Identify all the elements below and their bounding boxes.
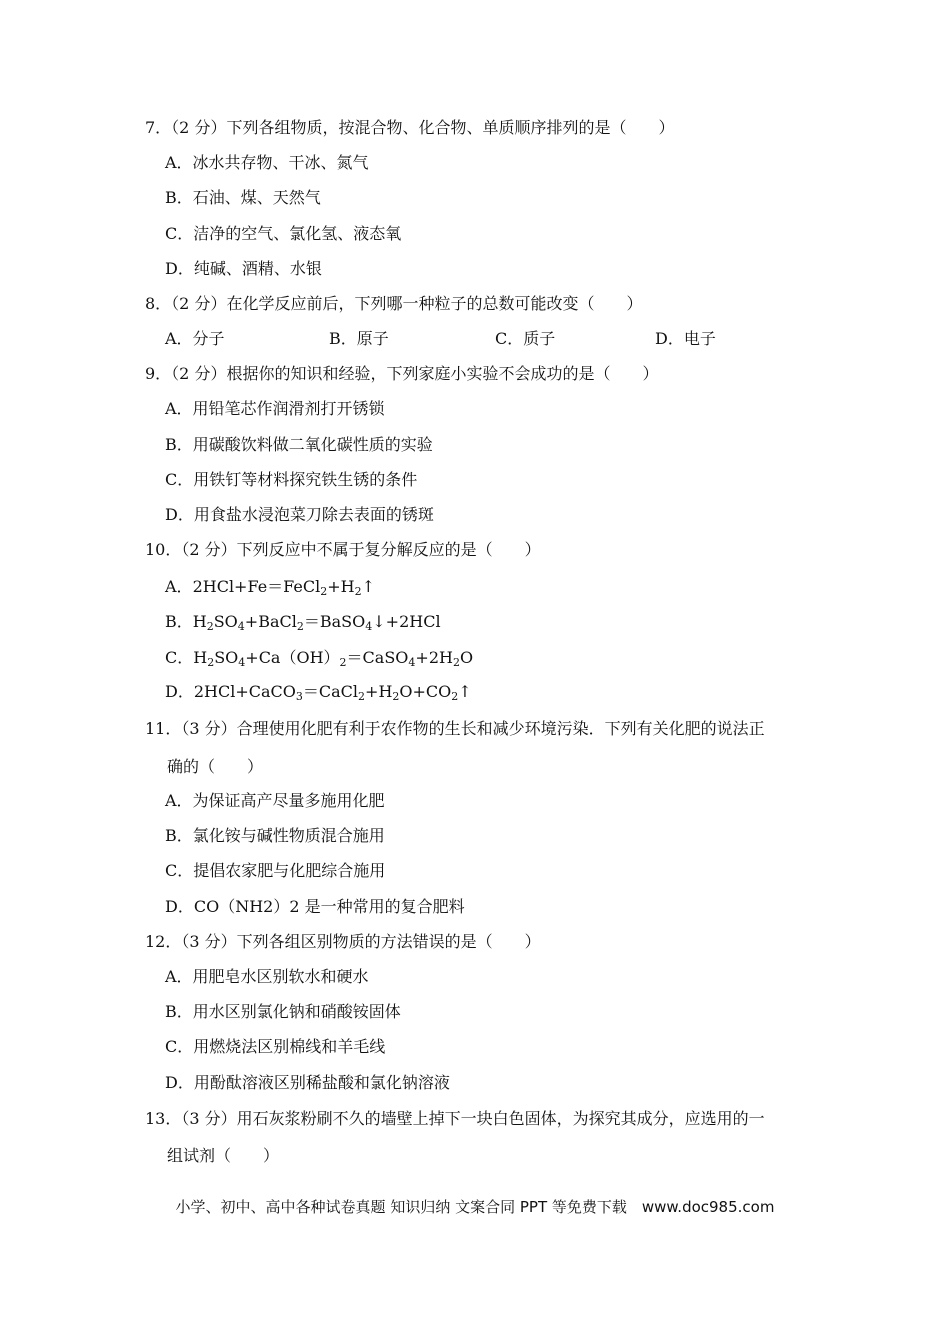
formula-part: 2HCl+CaCO: [193, 682, 296, 701]
question-9-stem: 9．（2 分）根据你的知识和经验，下列家庭小实验不会成功的是（ ）: [145, 364, 659, 383]
question-8-stem: 8．（2 分）在化学反应前后，下列哪一种粒子的总数可能改变（ ）: [145, 294, 643, 313]
question-12-option-c: C．用燃烧法区别棉线和羊毛线: [165, 1037, 386, 1056]
question-10-option-d: [165, 682, 472, 702]
question-13-stem-continued: 组试剂（ ）: [167, 1146, 280, 1165]
subscript: 2: [339, 656, 347, 669]
formula-part: ＝BaSO: [303, 612, 366, 631]
subscript: 2: [358, 690, 366, 703]
question-7-stem: 7．（2 分）下列各组物质，按混合物、化合物、单质顺序排列的是（ ）: [145, 118, 675, 137]
question-12-option-b: B．用水区别氯化钠和硝酸铵固体: [165, 1002, 401, 1021]
subscript: 3: [295, 690, 303, 703]
question-9-option-a: A．用铅笔芯作润滑剂打开锈锁: [165, 399, 385, 418]
page-footer: 小学、初中、高中各种试卷真题 知识归纳 文案合同 PPT 等免费下载 www.doc985.com: [175, 1198, 775, 1216]
subscript: 2: [206, 620, 214, 633]
option-label: D．: [165, 682, 194, 701]
formula-part: ↑: [361, 577, 375, 596]
formula-part: SO: [214, 648, 239, 667]
question-10-option-c: [165, 648, 473, 668]
subscript: 2: [392, 690, 400, 703]
subscript: 4: [237, 620, 245, 633]
formula-part: 2HCl+Fe＝FeCl: [192, 577, 321, 596]
subscript: 2: [451, 690, 459, 703]
subscript: 2: [207, 656, 215, 669]
subscript: 4: [238, 656, 246, 669]
option-label: B．: [165, 612, 193, 631]
subscript: 2: [296, 620, 304, 633]
option-label: A．: [165, 577, 193, 596]
formula-part: ＝CaCl: [302, 682, 359, 701]
question-13-stem: 13．（3 分）用石灰浆粉刷不久的墙壁上掉下一块白色固体，为探究其成分，应选用的一: [145, 1109, 765, 1128]
formula-part: +BaCl: [244, 612, 297, 631]
question-11-stem: 11．（3 分）合理使用化肥有利于农作物的生长和减少环境污染．下列有关化肥的说法正: [145, 719, 765, 738]
question-11-option-b: B．氯化铵与碱性物质混合施用: [165, 826, 385, 845]
question-11-option-d: D．CO（NH2）2 是一种常用的复合肥料: [165, 897, 465, 916]
question-7-option-b: B．石油、煤、天然气: [165, 188, 321, 207]
formula-part: +H: [365, 682, 393, 701]
question-8-option-a: A．分子: [165, 329, 225, 348]
question-8-options: [0, 329, 950, 349]
formula-part: H: [192, 612, 207, 631]
question-12-option-a: A．用肥皂水区别软水和硬水: [165, 967, 369, 986]
question-8-option-c: C．质子: [495, 329, 556, 348]
question-10-stem: 10．（2 分）下列反应中不属于复分解反应的是（ ）: [145, 540, 541, 559]
question-8-option-b: B．原子: [329, 329, 389, 348]
question-7-option-a: A．冰水共存物、干冰、氮气: [165, 153, 369, 172]
formula-part: +Ca（OH）: [245, 648, 340, 667]
formula-part: ＝CaSO: [346, 648, 409, 667]
question-7-option-c: C．洁净的空气、氯化氢、液态氧: [165, 224, 402, 243]
question-7-option-d: D．纯碱、酒精、水银: [165, 259, 322, 278]
question-9-option-b: B．用碳酸饮料做二氧化碳性质的实验: [165, 435, 433, 454]
question-9-option-c: C．用铁钉等材料探究铁生锈的条件: [165, 470, 418, 489]
formula-part: ↑: [458, 682, 472, 701]
subscript: 2: [452, 656, 460, 669]
question-9-option-d: D．用食盐水浸泡菜刀除去表面的锈斑: [165, 505, 434, 524]
formula-part: H: [193, 648, 208, 667]
question-12-stem: 12．（3 分）下列各组区别物质的方法错误的是（ ）: [145, 932, 541, 951]
formula-part: O: [459, 648, 474, 667]
question-12-option-d: D．用酚酞溶液区别稀盐酸和氯化钠溶液: [165, 1073, 450, 1092]
formula-part: SO: [213, 612, 238, 631]
question-11-stem-continued: 确的（ ）: [167, 757, 264, 776]
option-label: C．: [165, 648, 194, 667]
subscript: 4: [408, 656, 416, 669]
question-11-option-c: C．提倡农家肥与化肥综合施用: [165, 861, 386, 880]
formula-part: +2H: [415, 648, 453, 667]
question-10-option-a: [165, 577, 375, 597]
question-11-option-a: A．为保证高产尽量多施用化肥: [165, 791, 385, 810]
subscript: 2: [320, 585, 328, 598]
question-10-option-b: [165, 612, 441, 632]
formula-part: O+CO: [399, 682, 452, 701]
formula-part: +H: [327, 577, 355, 596]
question-8-option-d: D．电子: [655, 329, 716, 348]
formula-part: ↓+2HCl: [372, 612, 441, 631]
subscript: 4: [365, 620, 373, 633]
subscript: 2: [354, 585, 362, 598]
